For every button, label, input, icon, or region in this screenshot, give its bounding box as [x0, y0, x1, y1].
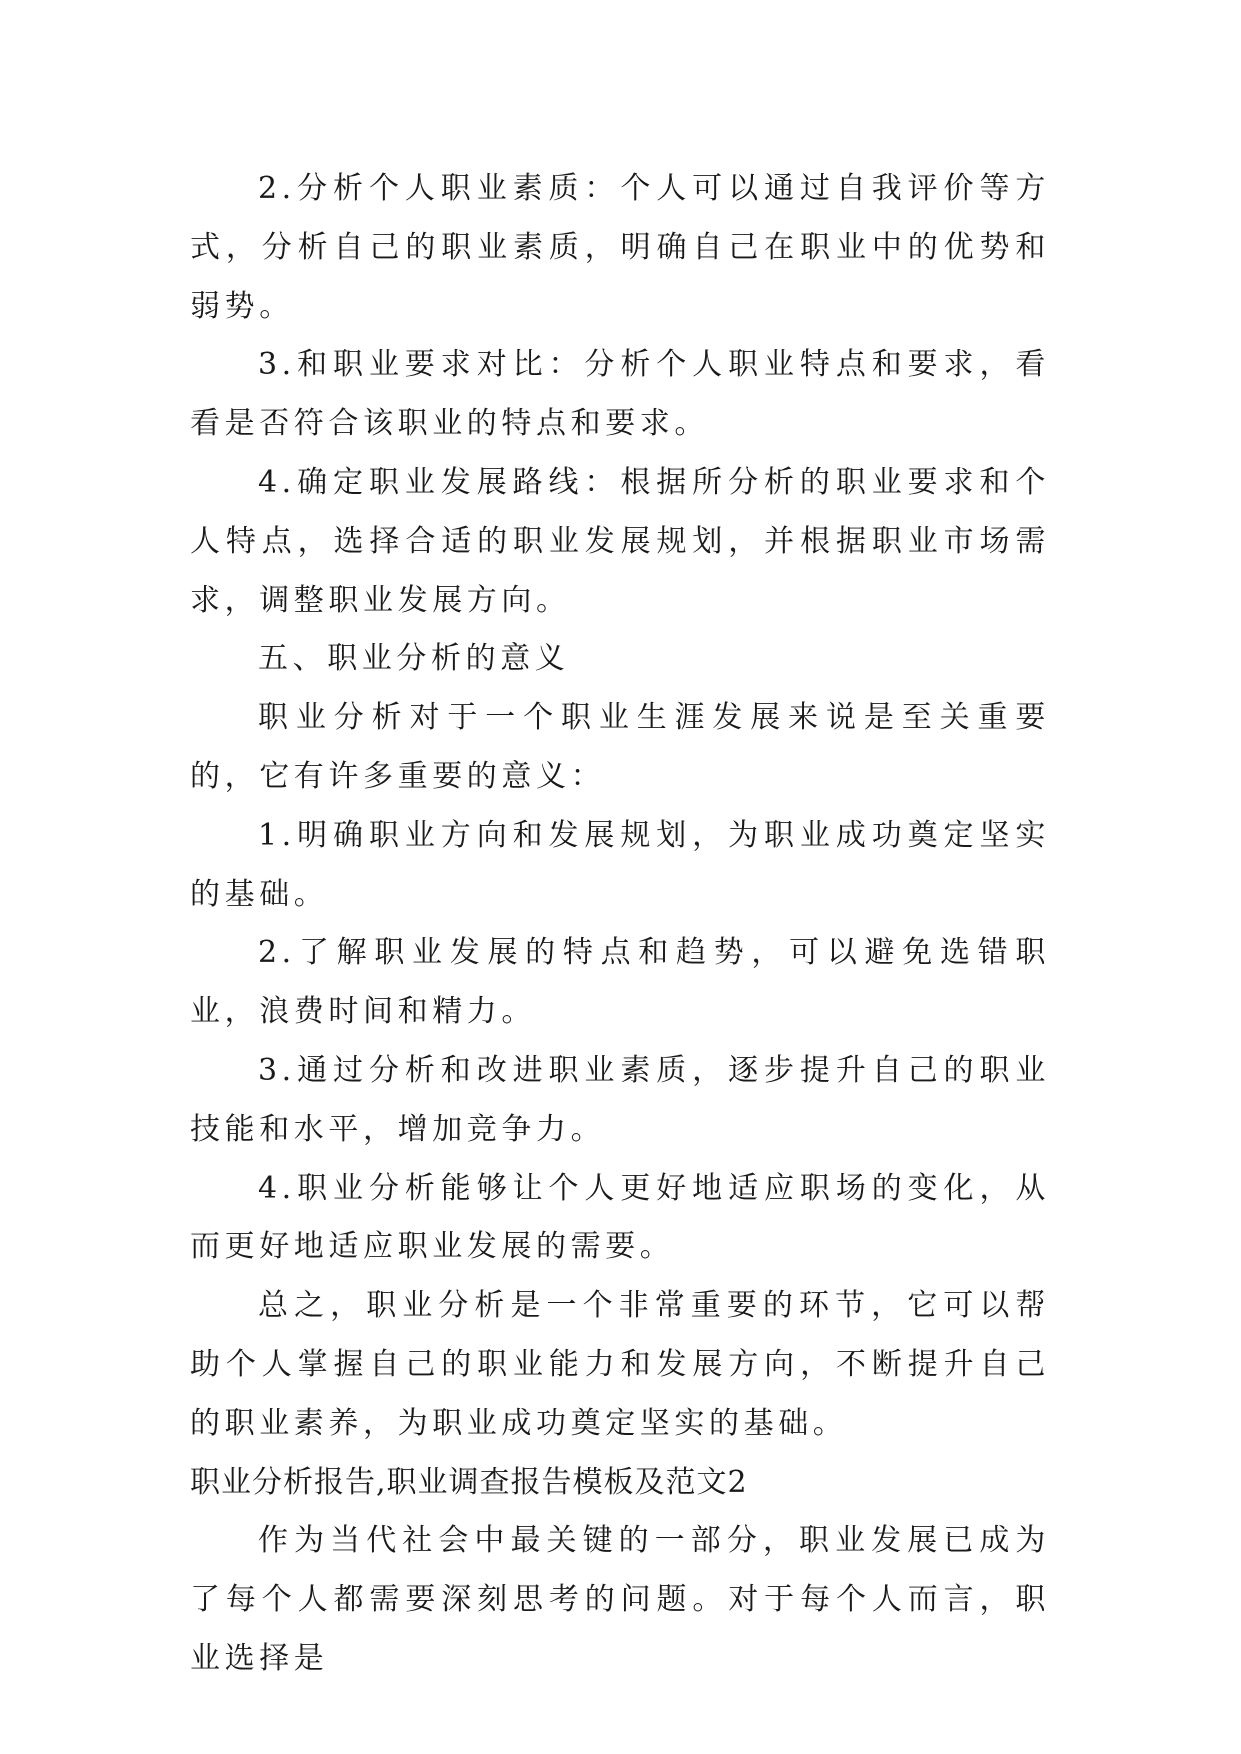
paragraph-significance-1: 1.明确职业方向和发展规划，为职业成功奠定坚实的基础。	[190, 817, 1050, 912]
paragraph-career-route: 4.确定职业发展路线：根据所分析的职业要求和个人特点，选择合适的职业发展规划，并根据职业市场需求，调整职业发展方向。	[190, 464, 1050, 618]
document-body	[190, 160, 1050, 1689]
paragraph-significance-4: 4.职业分析能够让个人更好地适应职场的变化，从而更好地适应职业发展的需要。	[190, 1170, 1050, 1265]
paragraph-significance-2: 2.了解职业发展的特点和趋势，可以避免选错职业，浪费时间和精力。	[190, 935, 1050, 1030]
section-heading-significance: 五、职业分析的意义	[258, 641, 570, 677]
paragraph-analyze-qualities: 2.分析个人职业素质：个人可以通过自我评价等方式，分析自己的职业素质，明确自己在职业中的优势和弱势。	[190, 171, 1050, 324]
paragraph-significance-3: 3.通过分析和改进职业素质，逐步提升自己的职业技能和水平，增加竞争力。	[190, 1052, 1050, 1147]
paragraph-closing: 作为当代社会中最关键的一部分，职业发展已成为了每个人都需要深刻思考的问题。对于每个人而言，职业选择是	[190, 1523, 1050, 1676]
paragraph-significance-intro: 职业分析对于一个职业生涯发展来说是至关重要的，它有许多重要的意义：	[190, 700, 1050, 794]
paragraph-conclusion: 总之，职业分析是一个非常重要的环节，它可以帮助个人掌握自己的职业能力和发展方向，不断提升自己的职业素养，为职业成功奠定坚实的基础。	[190, 1288, 1050, 1441]
paragraph-compare-requirements: 3.和职业要求对比：分析个人职业特点和要求，看看是否符合该职业的特点和要求。	[190, 347, 1050, 442]
document-section-title: 职业分析报告,职业调查报告模板及范文2	[190, 1464, 748, 1500]
